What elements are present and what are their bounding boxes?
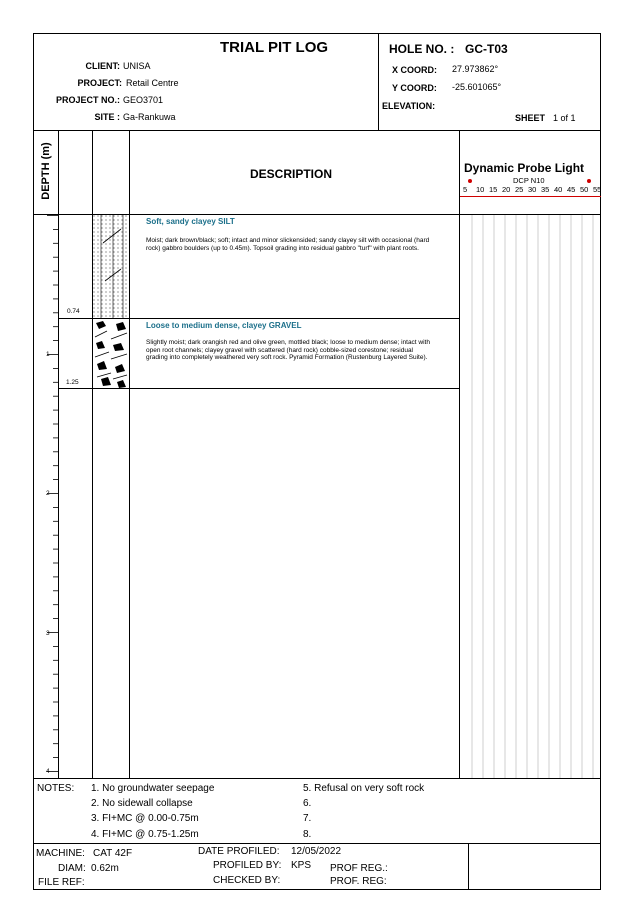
probe-scale-tick-50: 50 — [580, 185, 589, 194]
note-3: 3. FI+MC @ 0.00-0.75m — [91, 813, 199, 824]
profiled-label: PROFILED BY: — [213, 860, 282, 871]
probe-scale-tick-5: 5 — [463, 185, 468, 194]
description-column-header: DESCRIPTION — [250, 167, 333, 181]
depth-label-3: 3 — [46, 630, 50, 637]
probe-scale-tick-20: 20 — [502, 185, 511, 194]
probe-marker-left — [468, 179, 472, 183]
probe-scale-tick-45: 45 — [567, 185, 576, 194]
layer-depth-2: 1.25 — [66, 379, 79, 386]
project-label: PROJECT: — [77, 78, 122, 88]
depth-label-2: 2 — [46, 490, 50, 497]
profiled-value: KPS — [291, 860, 312, 871]
gravel-symbol — [93, 319, 129, 388]
table-bottom-line — [33, 778, 601, 779]
probe-scale — [463, 185, 602, 195]
probe-subtitle: DCP N10 — [513, 176, 545, 185]
depth-label-1: 1 — [46, 351, 50, 358]
probe-marker-right — [587, 179, 591, 183]
probe-scale-tick-10: 10 — [476, 185, 485, 194]
footer-divider — [468, 843, 469, 890]
sheet-value: 1 of 1 — [553, 113, 576, 123]
probe-scale-tick-15: 15 — [489, 185, 498, 194]
header-divider-vertical — [378, 33, 379, 130]
site-value: Ga-Rankuwa — [123, 112, 176, 122]
note-6: 6. — [303, 798, 312, 809]
probe-title: Dynamic Probe Light — [464, 161, 585, 175]
layer-2-title: Loose to medium dense, clayey GRAVEL — [146, 321, 302, 330]
date-label: DATE PROFILED: — [198, 846, 280, 857]
machine-value: CAT 42F — [93, 848, 133, 859]
probe-scale-tick-30: 30 — [528, 185, 537, 194]
footer-top-line — [33, 843, 601, 844]
depth-label-4: 4 — [46, 768, 50, 775]
probe-scale-tick-55: 55 — [593, 185, 602, 194]
diam-value: 0.62m — [91, 863, 119, 874]
col-line-symbol — [129, 131, 130, 779]
project-no-value: GEO3701 — [123, 95, 164, 105]
y-coord-value: -25.601065° — [452, 82, 502, 92]
probe-scale-tick-25: 25 — [515, 185, 524, 194]
silt-symbol — [93, 215, 129, 318]
notes-label: NOTES: — [37, 783, 75, 794]
layer-1-description: Moist; dark brown/black; soft; intact and minor slickensided; sandy clayey silt with occasional (hard rock) gabbro boulders (up to 0.45m). Topsoil grading into residual gabbro "turf" with plant roots. — [146, 237, 430, 252]
hole-no-label: HOLE NO. : — [389, 42, 455, 56]
note-4: 4. FI+MC @ 0.75-1.25m — [91, 829, 199, 840]
note-7: 7. — [303, 813, 312, 824]
sheet-label: SHEET — [515, 113, 546, 123]
machine-label: MACHINE: — [36, 848, 85, 859]
project-no-label: PROJECT NO.: — [55, 95, 120, 105]
x-coord-value: 27.973862° — [452, 64, 499, 74]
x-coord-label: X COORD: — [392, 65, 437, 75]
prof-reg-label-1: PROF REG.: — [330, 863, 388, 874]
note-1: 1. No groundwater seepage — [91, 783, 215, 794]
probe-scale-tick-40: 40 — [554, 185, 563, 194]
project-value: Retail Centre — [126, 78, 179, 88]
layer-depth-1: 0.74 — [67, 308, 80, 315]
layer-2-description: Slightly moist; dark orangish red and olive green, mottled black; loose to medium dense; intact with open root channels; clayey gravel with scattered (hard rock) cobble-sized corestone; residual grading into completely weathered very soft rock. Pyramid Formation (Rustenburg Layered Suite). — [146, 339, 430, 361]
checked-label: CHECKED BY: — [213, 875, 281, 886]
site-label: SITE : — [94, 112, 120, 122]
file-ref-label: FILE REF: — [38, 877, 85, 888]
client-label: CLIENT: — [85, 61, 120, 71]
page-title: TRIAL PIT LOG — [220, 39, 329, 56]
prof-reg-label-2: PROF. REG: — [330, 876, 387, 887]
note-5: 5. Refusal on very soft rock — [303, 783, 425, 794]
note-8: 8. — [303, 829, 312, 840]
date-value: 12/05/2022 — [291, 846, 342, 857]
probe-scale-tick-35: 35 — [541, 185, 550, 194]
layer-1-title: Soft, sandy clayey SILT — [146, 217, 235, 226]
header-bottom-line — [33, 130, 601, 131]
depth-column-header: DEPTH (m) — [40, 142, 52, 200]
client-value: UNISA — [123, 61, 151, 71]
probe-grid — [460, 215, 601, 778]
note-2: 2. No sidewall collapse — [91, 798, 193, 809]
probe-axis-line — [460, 196, 601, 197]
layer-boundary-2 — [58, 388, 459, 389]
y-coord-label: Y COORD: — [392, 83, 437, 93]
diam-label: DIAM: — [58, 863, 86, 874]
elevation-label: ELEVATION: — [382, 101, 436, 111]
hole-no-value: GC-T03 — [465, 42, 508, 56]
